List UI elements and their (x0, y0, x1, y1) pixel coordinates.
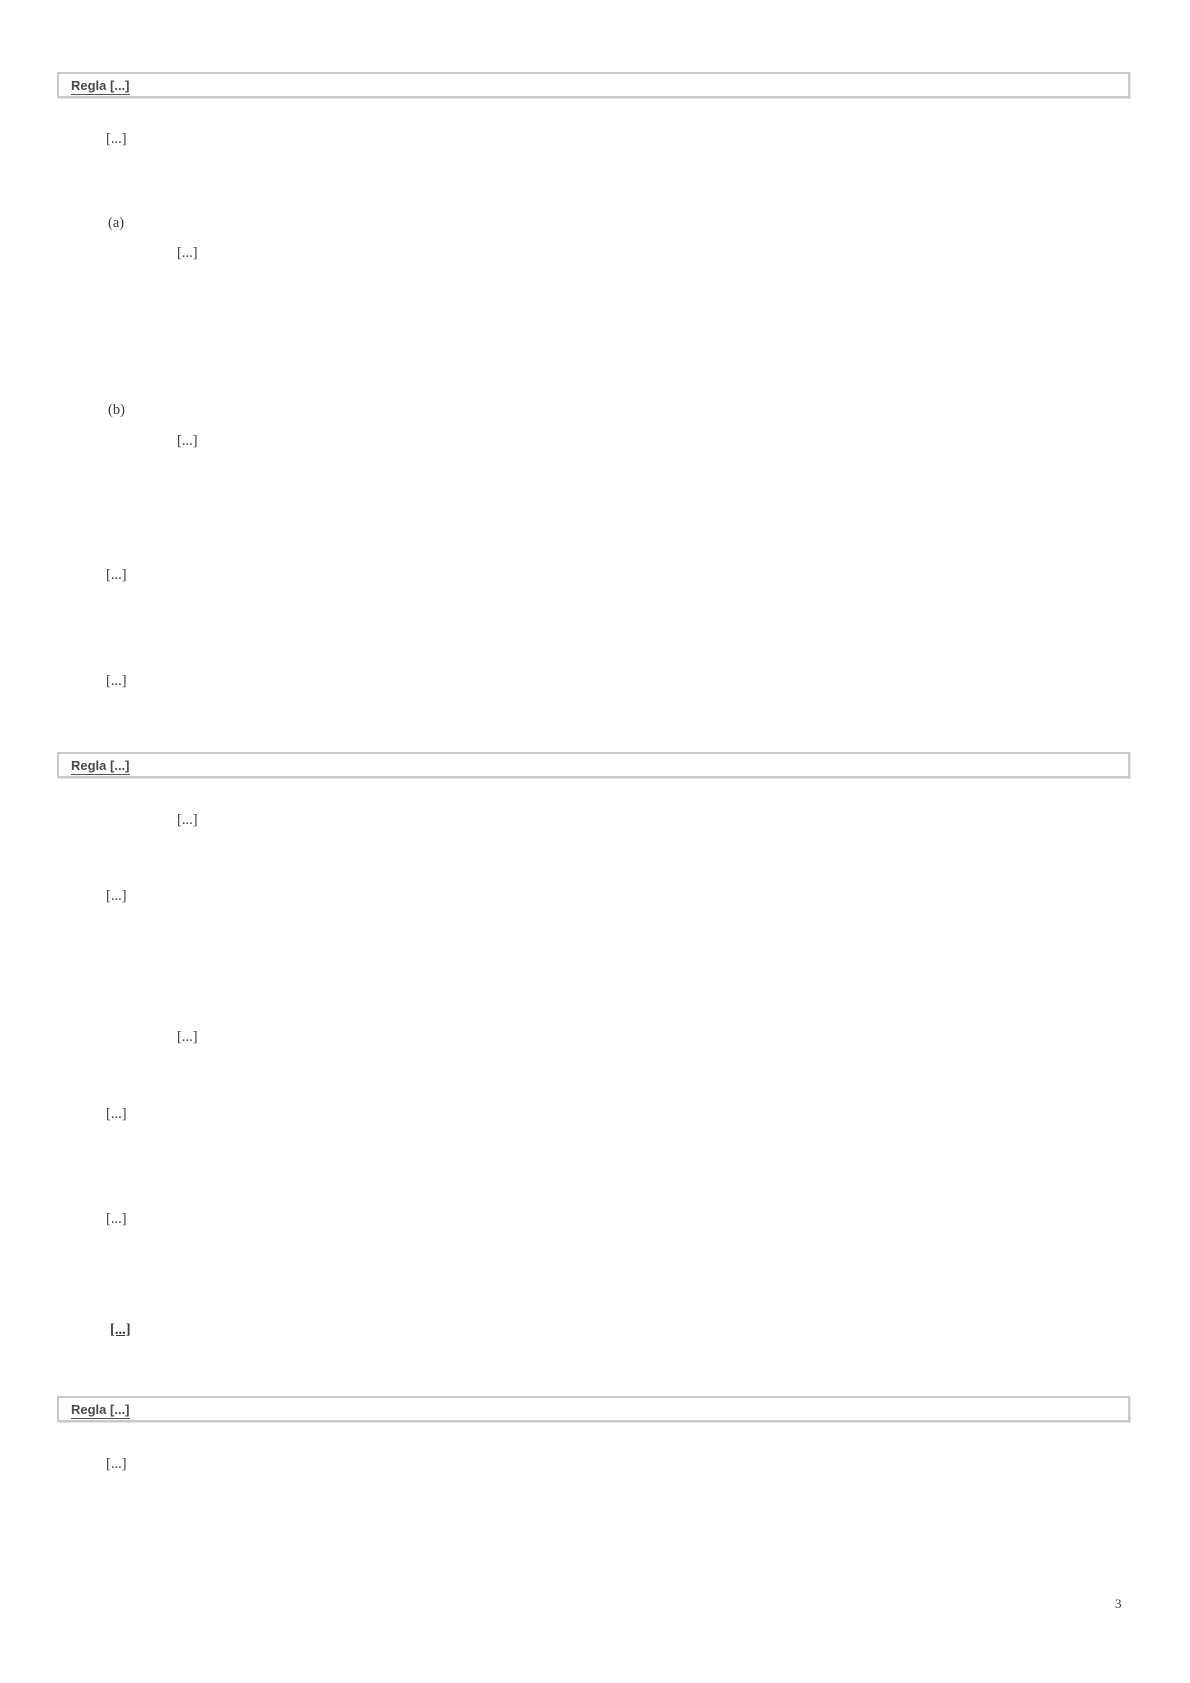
section-heading: [...] (110, 1322, 131, 1338)
paragraph-examples: [...] (106, 1456, 127, 1472)
paragraph-argument: [...] (106, 1106, 127, 1122)
rule-19-title: Regla [...] (71, 1402, 130, 1417)
paragraph-comparison: [...] (106, 567, 127, 583)
page-number: 3 (1115, 1596, 1122, 1611)
rule-18-title-box (57, 752, 1130, 778)
rule-17-title-box (57, 72, 1130, 98)
rule-17-title: Regla [...] (71, 78, 130, 93)
example-a-text: [...] (177, 245, 198, 261)
example-b-text: [...] (177, 433, 198, 449)
rule-18-title: Regla [...] (71, 758, 130, 773)
example-a-label: (a) (108, 215, 125, 231)
paragraph-analysis: [...] (106, 888, 127, 904)
quote-2: [...] (177, 1029, 198, 1045)
example-b-label: (b) (108, 402, 125, 418)
paragraph-conclusion: [...] (106, 673, 127, 689)
paragraph-intro: [...] (106, 131, 127, 147)
rule-19-title-box (57, 1396, 1130, 1422)
quote-1: [...] (177, 812, 198, 828)
paragraph-definitions: [...] (106, 1211, 127, 1227)
